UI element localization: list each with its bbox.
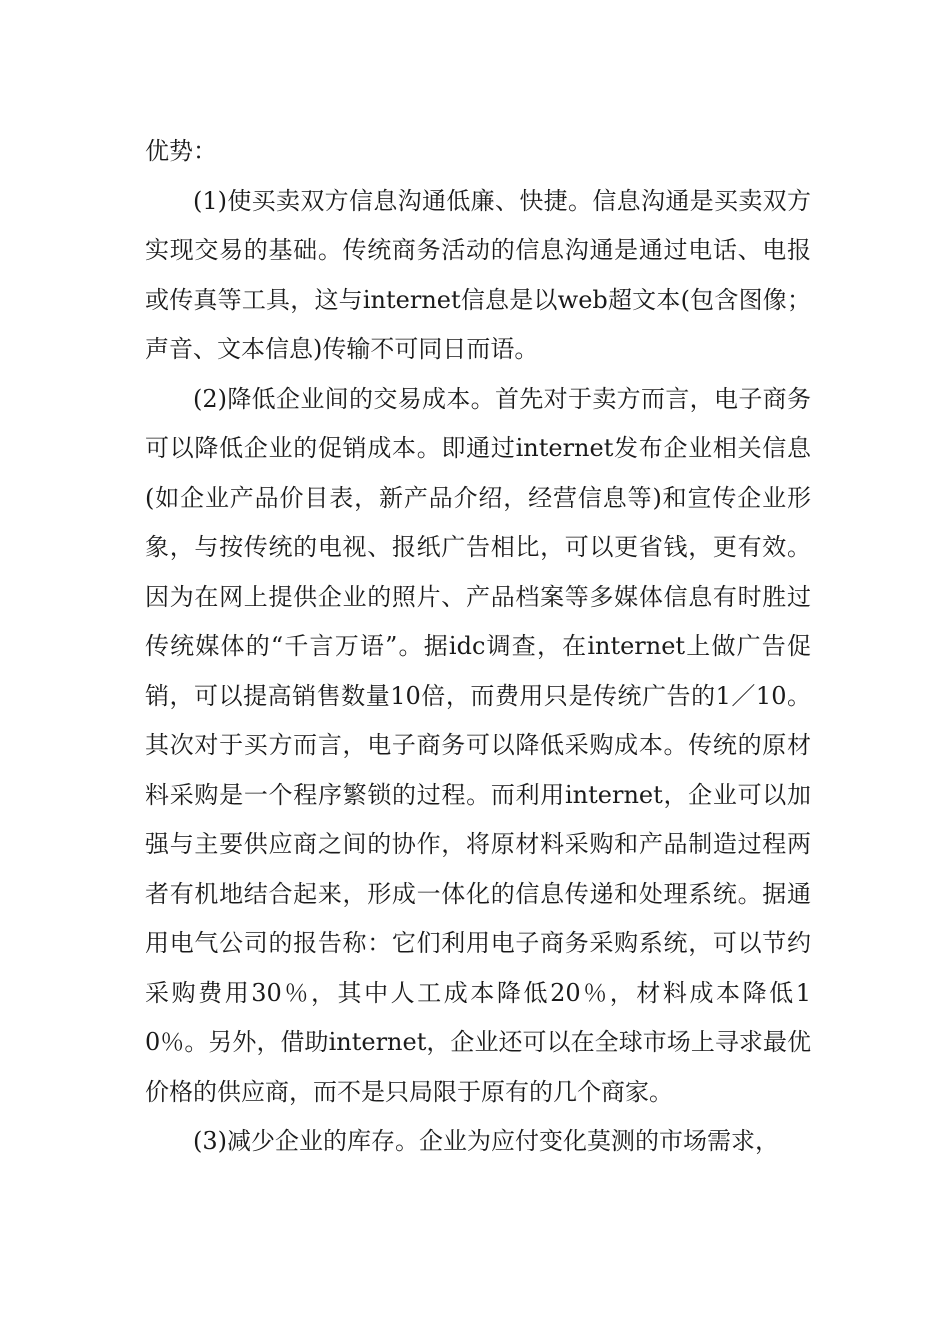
paragraph-point-1: (1)使买卖双方信息沟通低廉、快捷。信息沟通是买卖双方实现交易的基础。传统商务活动的信息沟通是通过电话、电报或传真等工具，这与internet信息是以web超文本(包含图像；声音、文本信息)传输不可同日而语。 [145, 186, 811, 363]
paragraph-advantages-heading: 优势： [145, 137, 217, 165]
paragraph-point-3: (3)减少企业的库存。企业为应付变化莫测的市场需求， [193, 1127, 779, 1155]
paragraph-point-2: (2)降低企业间的交易成本。首先对于卖方而言，电子商务可以降低企业的促销成本。即通过internet发布企业相关信息(如企业产品价目表，新产品介绍，经营信息等)和宣传企业形象，与按传统的电视、报纸广告相比，可以更省钱，更有效。因为在网上提供企业的照片、产品档案等多媒体信息有时胜过传统媒体的“千言万语”。据idc调查，在internet上做广告促销，可以提高销售数量10倍，而费用只是传统广告的1／10。其次对于买方而言，电子商务可以降低采购成本。传统的原材料采购是一个程序繁锁的过程。而利用internet，企业可以加强与主要供应商之间的协作，将原材料采购和产品制造过程两者有机地结合起来，形成一体化的信息传递和处理系统。据通用电气公司的报告称：它们利用电子商务采购系统，可以节约采购费用30％，其中人工成本降低20％，材料成本降低10％。另外，借助internet，企业还可以在全球市场上寻求最优价格的供应商，而不是只局限于原有的几个商家。 [145, 384, 811, 1106]
document-page [145, 127, 811, 1167]
